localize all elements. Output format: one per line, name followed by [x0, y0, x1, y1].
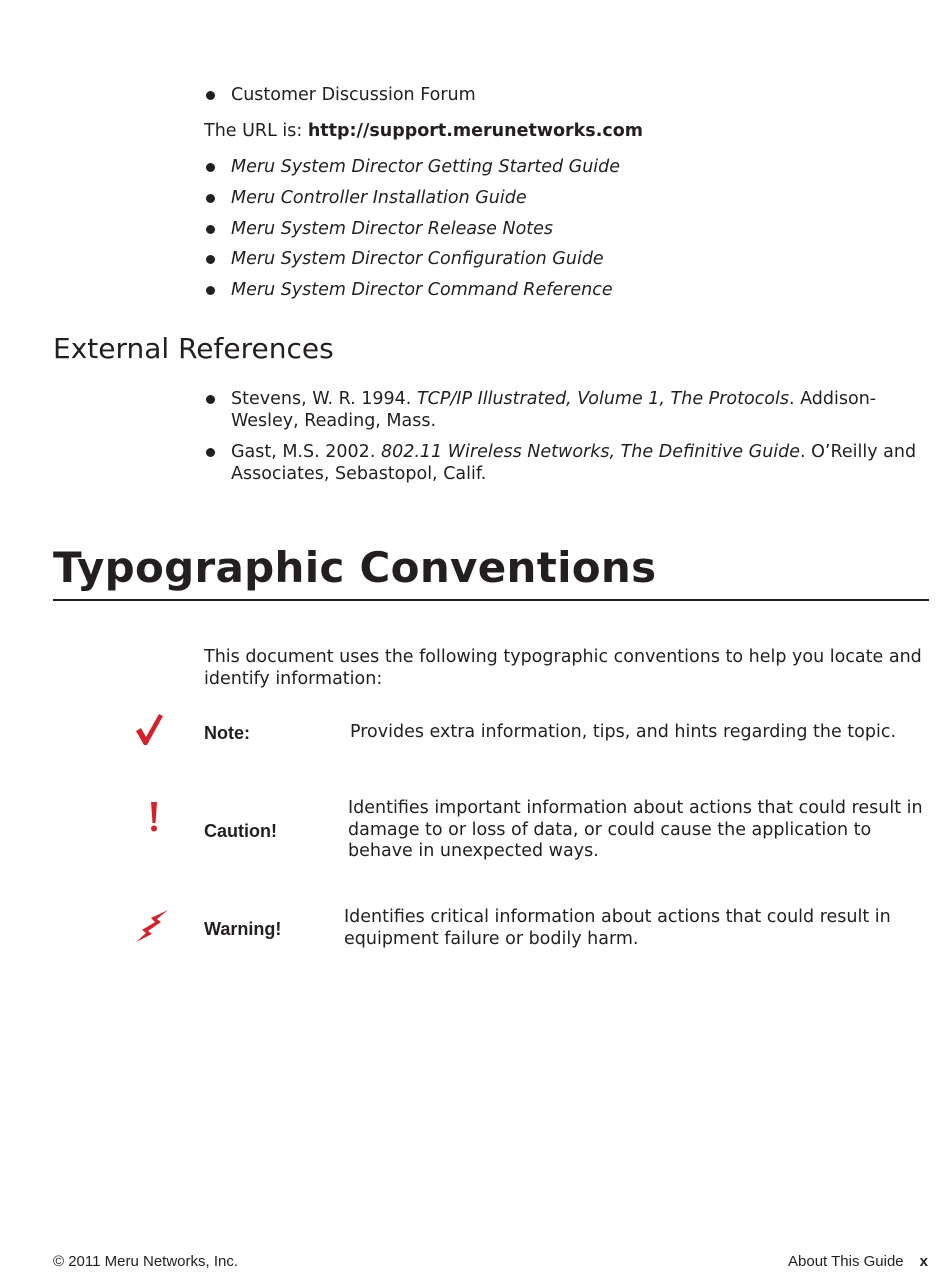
checkmark-icon	[134, 712, 166, 746]
footer-copyright: © 2011 Meru Networks, Inc.	[53, 1253, 239, 1270]
list-item	[204, 187, 934, 209]
intro-paragraph: This document uses the following typographic conventions to help you locate and identify information:	[204, 647, 922, 689]
doc-title: Meru System Director Release Notes	[231, 218, 554, 239]
reference-item	[204, 441, 934, 485]
lightning-bolt-icon	[134, 908, 170, 944]
bullet-icon	[206, 255, 215, 264]
doc-title: Meru System Director Getting Started Guide	[231, 157, 621, 177]
exclamation-icon	[146, 800, 162, 834]
bullet-icon	[206, 91, 215, 100]
bullet-icon	[206, 448, 215, 457]
list-item	[204, 248, 934, 270]
reference-item	[204, 388, 934, 432]
reference-author: Gast, M.S. 2002.	[231, 442, 381, 462]
bullet-icon	[206, 225, 215, 234]
caution-text: Identifies important information about actions that could result in damage to or loss of data, or could cause the application to behave in unexpected ways.	[348, 798, 923, 861]
list-item	[204, 218, 934, 240]
warning-label: Warning!	[204, 919, 282, 939]
reference-title: 802.11 Wireless Networks, The Definitive Guide	[380, 442, 801, 462]
page-number: x	[919, 1253, 928, 1270]
support-list	[204, 84, 934, 106]
bullet-icon	[206, 395, 215, 404]
section-heading: Typographic Conventions	[53, 543, 657, 592]
note-label: Note:	[204, 723, 250, 743]
bullet-icon	[206, 286, 215, 295]
reference-author: Stevens, W. R. 1994.	[231, 389, 417, 409]
footer-section-title: About This Guide	[788, 1253, 904, 1270]
doc-title: Meru Controller Installation Guide	[231, 187, 527, 208]
list-item	[204, 156, 934, 178]
reference-publisher: . O’Reilly and Associates, Sebastopol, Calif.	[231, 442, 917, 484]
list-item	[204, 279, 934, 301]
list-item	[204, 84, 934, 106]
heading-rule	[53, 599, 929, 601]
doc-title: Meru System Director Configuration Guide	[231, 249, 604, 270]
caution-label: Caution!	[204, 821, 277, 841]
document-list	[204, 156, 934, 310]
doc-title: Meru System Director Command Reference	[231, 280, 613, 301]
list-item-text: Customer Discussion Forum	[231, 85, 476, 105]
footer-page-info	[788, 1253, 928, 1271]
warning-text: Identifies critical information about actions that could result in equipment failure or bodily harm.	[344, 907, 891, 949]
bullet-icon	[206, 163, 215, 172]
external-references-list	[204, 388, 934, 494]
note-text: Provides extra information, tips, and hints regarding the topic.	[350, 722, 897, 742]
reference-title: TCP/IP Illustrated, Volume 1, The Protocols	[416, 389, 789, 409]
reference-publisher: . Addison-Wesley, Reading, Mass.	[231, 389, 877, 431]
url-line	[204, 120, 643, 142]
bullet-icon	[206, 194, 215, 203]
support-url-link[interactable]: http://support.merunetworks.com	[307, 121, 643, 141]
external-references-heading: External References	[53, 332, 334, 365]
url-prefix: The URL is:	[204, 121, 308, 141]
